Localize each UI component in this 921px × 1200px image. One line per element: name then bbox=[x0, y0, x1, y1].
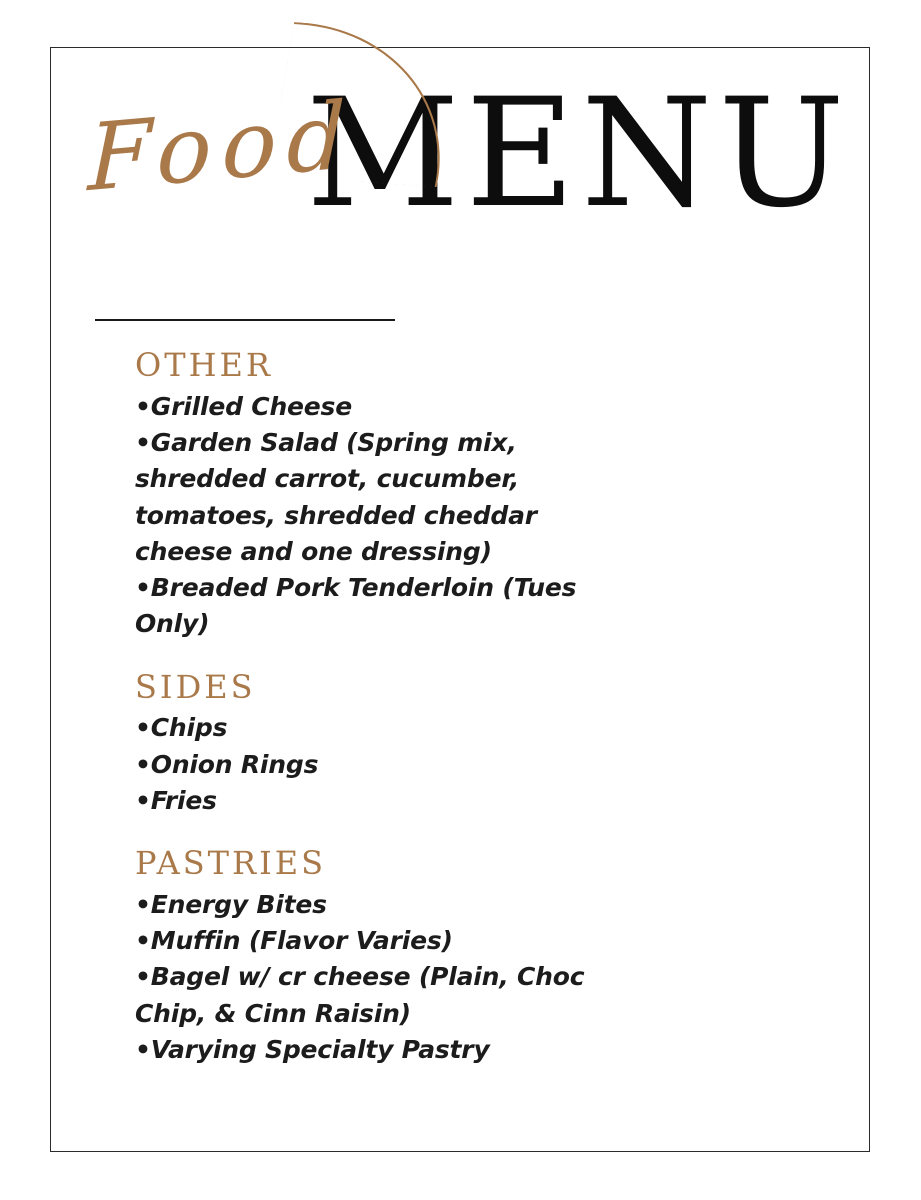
list-item-label: Muffin (Flavor Varies) bbox=[150, 926, 453, 955]
list-item-label: Varying Specialty Pastry bbox=[150, 1034, 490, 1064]
section-heading: PASTRIES bbox=[135, 844, 326, 882]
list-item-label: Breaded Pork Tenderloin (Tues Only) bbox=[135, 573, 577, 639]
list-item-label: Onion Rings bbox=[150, 749, 319, 779]
bullet-glyph: • bbox=[135, 749, 151, 779]
section-heading: SIDES bbox=[135, 667, 256, 706]
list-item bbox=[135, 1032, 605, 1068]
bullet-glyph: • bbox=[135, 428, 151, 457]
bullet-glyph: • bbox=[135, 391, 151, 421]
title-divider-rule bbox=[95, 319, 395, 321]
list-item-label: Bagel w/ cr cheese (Plain, Choc Chip, & Cinn Raisin) bbox=[135, 962, 585, 1028]
list-item bbox=[135, 389, 605, 425]
menu-section-sides bbox=[50, 669, 870, 820]
section-item-list bbox=[135, 389, 870, 643]
bullet-glyph: • bbox=[135, 573, 151, 602]
section-heading: OTHER bbox=[135, 346, 273, 384]
menu-section-other bbox=[50, 347, 870, 643]
menu-section-pastries bbox=[50, 845, 870, 1068]
bullet-glyph: • bbox=[135, 1034, 151, 1064]
menu-content bbox=[50, 47, 870, 1152]
list-item bbox=[135, 783, 605, 819]
list-item-label: Grilled Cheese bbox=[150, 391, 352, 421]
list-item bbox=[135, 887, 605, 923]
list-item-label: Chips bbox=[150, 713, 228, 743]
bullet-glyph: • bbox=[135, 785, 151, 815]
bullet-glyph: • bbox=[135, 713, 151, 743]
list-item-label: Garden Salad (Spring mix, shredded carrot, cucumber, tomatoes, shredded cheddar cheese and one dressing) bbox=[135, 428, 537, 566]
menu-sections bbox=[50, 347, 870, 1068]
list-item bbox=[135, 425, 605, 570]
bullet-glyph: • bbox=[135, 962, 151, 992]
list-item bbox=[135, 710, 605, 746]
list-item bbox=[135, 747, 605, 783]
list-item-label: Energy Bites bbox=[150, 889, 327, 919]
title-main-word: MENU bbox=[306, 67, 851, 241]
title-script-word: Food bbox=[87, 81, 357, 213]
list-item bbox=[135, 570, 605, 643]
section-item-list bbox=[135, 710, 870, 819]
section-item-list bbox=[135, 887, 870, 1068]
bullet-glyph: • bbox=[135, 926, 151, 955]
bullet-glyph: • bbox=[135, 889, 151, 919]
list-item-label: Fries bbox=[150, 785, 217, 815]
menu-title-block bbox=[50, 47, 870, 277]
list-item bbox=[135, 959, 605, 1032]
list-item bbox=[135, 923, 605, 959]
